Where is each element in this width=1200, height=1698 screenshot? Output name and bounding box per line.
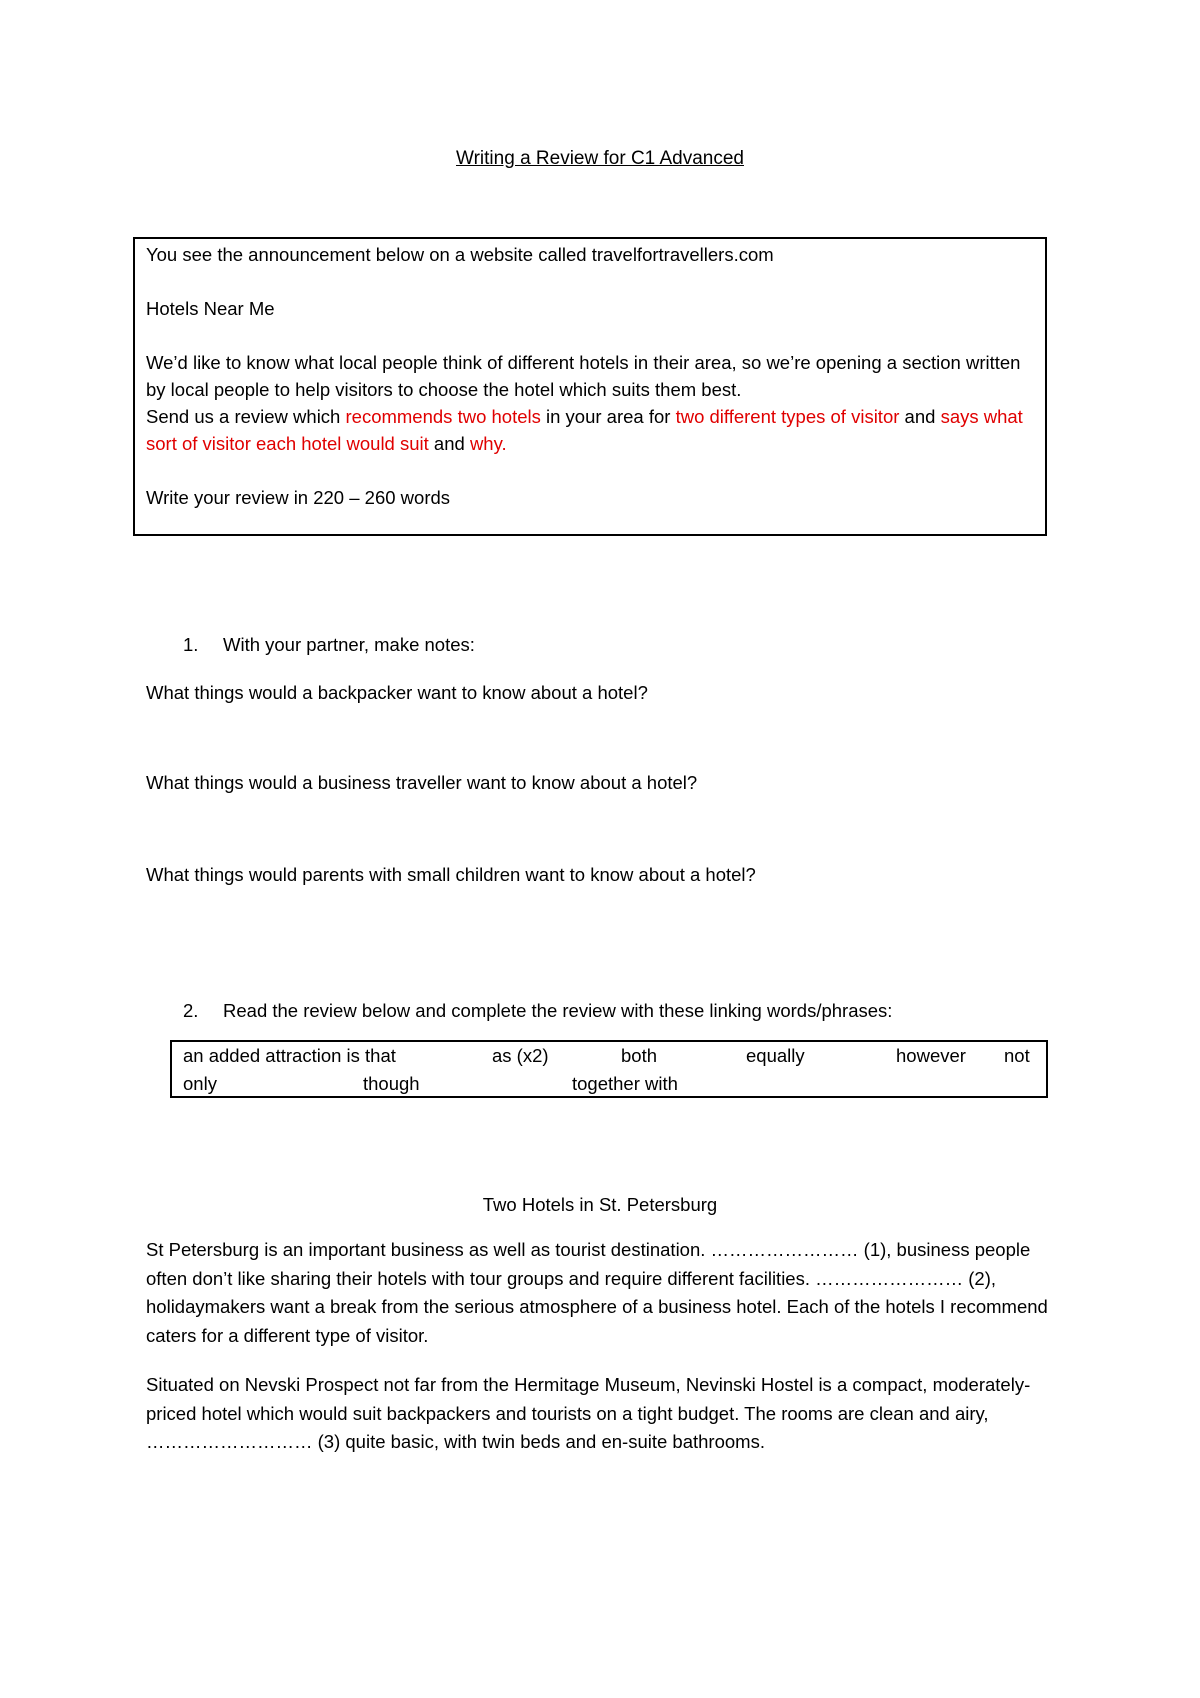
task-instruction [146, 403, 1036, 457]
word-bank-item: together with [572, 1073, 678, 1094]
word-bank-item: however [896, 1045, 966, 1066]
word-bank-item: both [621, 1045, 658, 1066]
word-bank [170, 1040, 1048, 1098]
task-box [133, 237, 1047, 536]
exercise-1-instruction: With your partner, make notes: [223, 634, 475, 655]
task-highlight: says what sort of visitor each hotel would suit [146, 406, 1023, 454]
word-bank-item: equally [746, 1045, 805, 1066]
task-text: and [428, 433, 470, 454]
question-backpacker: What things would a backpacker want to know about a hotel? [146, 682, 648, 703]
task-highlight: why. [469, 433, 507, 454]
task-heading: Hotels Near Me [146, 298, 275, 319]
review-paragraph: Situated on Nevski Prospect not far from the Hermitage Museum, Nevinski Hostel is a compact, moderately-priced hotel which would suit backpackers and tourists on a tight budget. The rooms are clean and airy, ……………………… (3) quite basic, with twin beds and en-suite bathrooms. [146, 1374, 1031, 1452]
question-business-traveller: What things would a business traveller want to know about a hotel? [146, 772, 698, 793]
task-description: We’d like to know what local people think of different hotels in their area, so we’re opening a section written by local people to help visitors to choose the hotel which suits them best. [146, 352, 1021, 400]
exercise-1-heading [183, 634, 475, 656]
review-paragraph: St Petersburg is an important business as well as tourist destination. …………………… (1), business people often don’t like sharing their hotels with tour groups and require different facilities. …………………… (2), holidaymakers want a break from the serious atmosphere of a business hotel. Each of the hotels I recommend caters for a different type of visitor. [146, 1239, 1048, 1346]
exercise-2-instruction: Read the review below and complete the review with these linking words/phrases: [223, 1000, 893, 1021]
word-bank-item: an added attraction is that [183, 1045, 396, 1066]
question-parents: What things would parents with small children want to know about a hotel? [146, 864, 756, 885]
word-bank-item: as (x2) [492, 1045, 549, 1066]
task-text: Send us a review which [146, 406, 346, 427]
word-bank-item: though [363, 1073, 420, 1094]
exercise-2-heading [183, 1000, 892, 1022]
task-text: and [899, 406, 941, 427]
exercise-2-number: 2. [183, 1000, 199, 1021]
task-text: in your area for [540, 406, 676, 427]
exercise-1-number: 1. [183, 634, 199, 655]
word-bank-item: only [183, 1073, 217, 1094]
word-bank-item: not [1004, 1045, 1030, 1066]
task-highlight: recommends two hotels [345, 406, 541, 427]
task-highlight: two different types of visitor [675, 406, 900, 427]
page-title: Writing a Review for C1 Advanced [456, 148, 744, 169]
review-title: Two Hotels in St. Petersburg [482, 1194, 718, 1215]
task-word-count: Write your review in 220 – 260 words [146, 487, 451, 508]
task-intro: You see the announcement below on a website called travelfortravellers.com [146, 244, 774, 265]
